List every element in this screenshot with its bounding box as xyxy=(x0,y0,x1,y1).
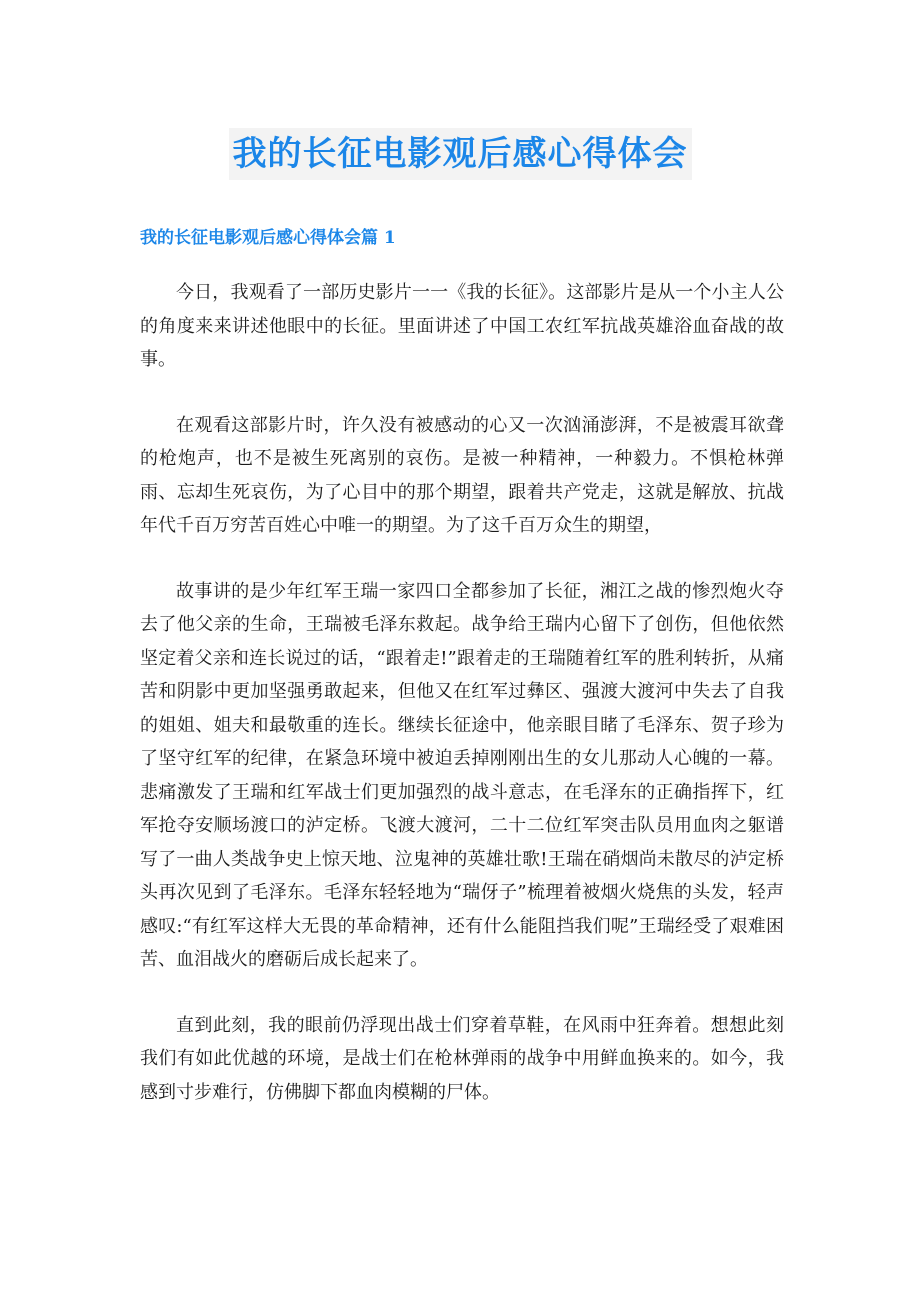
title-container xyxy=(0,128,920,180)
body-text xyxy=(140,276,784,1141)
page-title: 我的长征电影观后感心得体会 xyxy=(229,128,692,180)
paragraph-2: 在观看这部影片时，许久没有被感动的心又一次汹涌澎湃，不是被震耳欲聋的枪炮声，也不是被生死离别的哀伤。是被一种精神，一种毅力。不惧枪林弹雨、忘却生死哀伤，为了心目中的那个期望，跟着共产党走，这就是解放、抗战年代千百万穷苦百姓心中唯一的期望。为了这千百万众生的期望， xyxy=(140,414,784,536)
paragraph-1: 今日，我观看了一部历史影片一一《我的长征》。这部影片是从一个小主人公的角度来来讲述他眼中的长征。里面讲述了中国工农红军抗战英雄浴血奋战的故事。 xyxy=(140,282,784,370)
paragraph-3: 故事讲的是少年红军王瑞一家四口全都参加了长征，湘江之战的惨烈炮火夺去了他父亲的生命，王瑞被毛泽东救起。战争给王瑞内心留下了创伤，但他依然坚定着父亲和连长说过的话，“跟着走!”跟着走的王瑞随着红军的胜利转折，从痛苦和阴影中更加坚强勇敢起来，但他又在红军过彝区、强渡大渡河中失去了自我的姐姐、姐夫和最敬重的连长。继续长征途中，他亲眼目睹了毛泽东、贺子珍为了坚守红军的纪律，在紧急环境中被迫丢掉刚刚出生的女儿那动人心魄的一幕。悲痛激发了王瑞和红军战士们更加强烈的战斗意志，在毛泽东的正确指挥下，红军抢夺安顺场渡口的泸定桥。飞渡大渡河，二十二位红军突击队员用血肉之躯谱写了一曲人类战争史上惊天地、泣鬼神的英雄壮歌!王瑞在硝烟尚未散尽的泸定桥头再次见到了毛泽东。毛泽东轻轻地为“瑞伢子”梳理着被烟火烧焦的头发，轻声感叹:“有红军这样大无畏的革命精神，还有什么能阻挡我们呢”王瑞经受了艰难困苦、血泪战火的磨砺后成长起来了。 xyxy=(140,580,784,970)
section-heading: 我的长征电影观后感心得体会篇 1 xyxy=(140,228,396,248)
paragraph-4: 直到此刻，我的眼前仍浮现出战士们穿着草鞋，在风雨中狂奔着。想想此刻我们有如此优越的环境，是战士们在枪林弹雨的战争中用鲜血换来的。如今，我感到寸步难行，仿佛脚下都血肉模糊的尸体。 xyxy=(140,1014,784,1103)
